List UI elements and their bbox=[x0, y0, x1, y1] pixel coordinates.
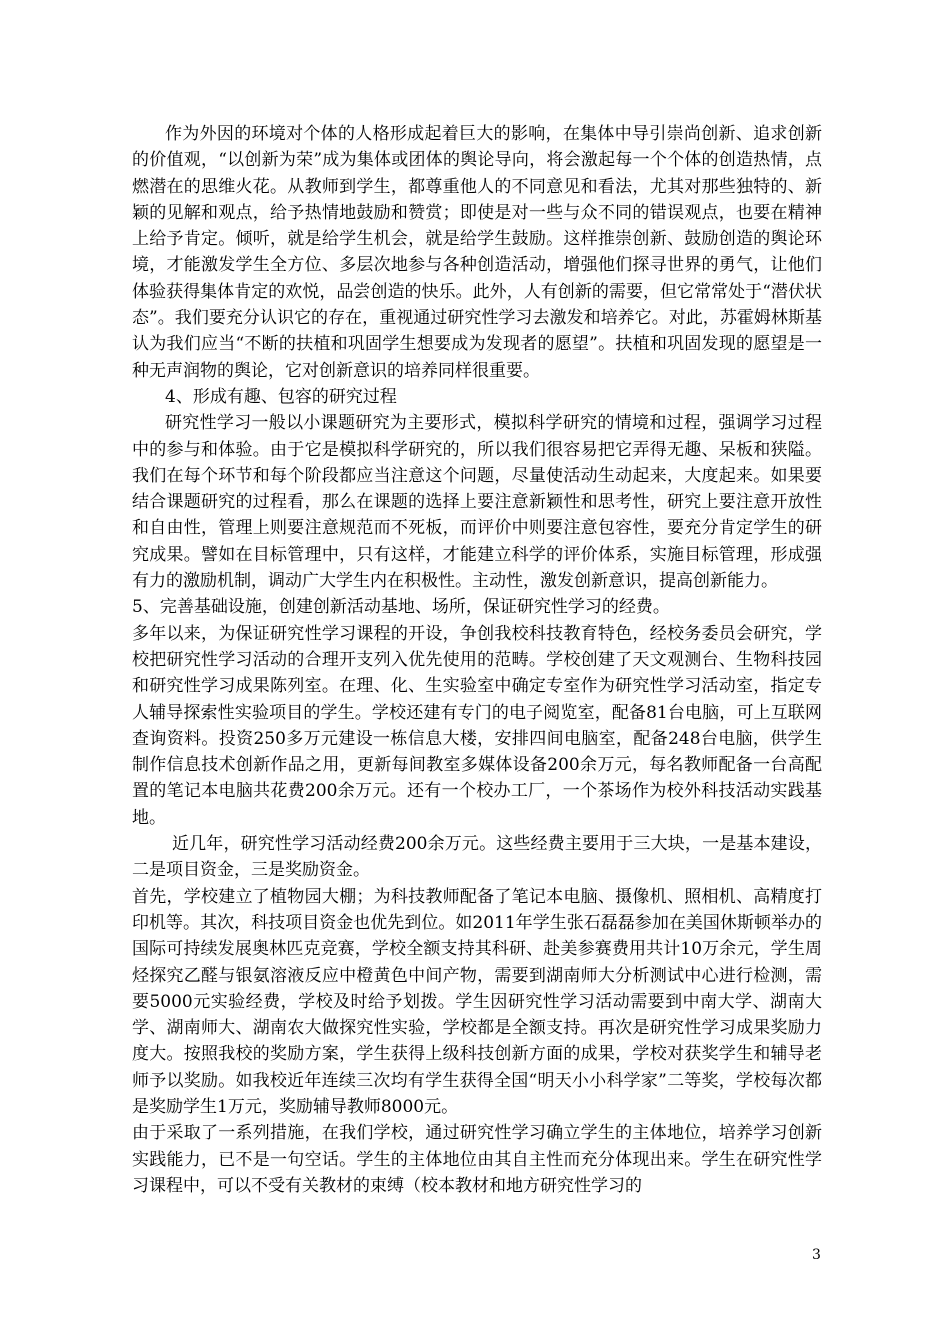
page-number: 3 bbox=[812, 1247, 821, 1263]
section-heading-infrastructure: 5、完善基础设施，创建创新活动基地、场所，保证研究性学习的经费。 bbox=[132, 597, 670, 618]
paragraph-student-subject-status: 由于采取了一系列措施，在我们学校，通过研究性学习确立学生的主体地位，培养学习创新实践能力，已不是一句空话。学生的主体地位由其自主性而充分体现出来。学生在研究性学习课程中，可以不受有关教材的束缚（校本教材和地方研究性学习的 bbox=[132, 1123, 822, 1196]
paragraph-facilities: 多年以来，为保证研究性学习课程的开设，争创我校科技教育特色，经校务委员会研究，学校把研究性学习活动的合理开支列入优先使用的范畴。学校创建了天文观测台、生物科技园和研究性学习成果陈列室。在理、化、生实验室中确定专室作为研究性学习活动室，指定专人辅导探索性实验项目的学生。学校还建有专门的电子阅览室，配备81台电脑，可上互联网查询资料。投资250多万元建设一栋信息大楼，安排四间电脑室，配备248台电脑，供学生制作信息技术创新作品之用，更新每间教室多媒体设备200余万元，每名教师配备一台高配置的笔记本电脑共花费200余万元。还有一个校办工厂，一个茶场作为校外科技活动实践基地。 bbox=[132, 623, 822, 828]
paragraph-environment-influence: 作为外因的环境对个体的人格形成起着巨大的影响，在集体中导引崇尚创新、追求创新的价值观，“以创新为荣”成为集体或团体的舆论导向，将会激起每一个个体的创造热情，点燃潜在的思维火花。从教师到学生，都尊重他人的不同意见和看法，尤其对那些独特的、新颖的见解和观点，给予热情地鼓励和赞赏；即使是对一些与众不同的错误观点，也要在精神上给予肯定。倾听，就是给学生机会，就是给学生鼓励。这样推崇创新、鼓励创造的舆论环境，才能激发学生全方位、多层次地参与各种创造活动，增强他们探寻世界的勇气，让他们体验获得集体肯定的欢悦，品尝创造的快乐。此外，人有创新的需要，但它常常处于“潜伏状态”。我们要充分认识它的存在，重视通过研究性学习去激发和培养它。对此，苏霍姆林斯基认为我们应当“不断的扶植和巩固学生想要成为发现者的愿望”。扶植和巩固发现的愿望是一种无声润物的舆论，它对创新意识的培养同样很重要。 bbox=[132, 124, 822, 381]
paragraph-funding-details: 首先，学校建立了植物园大棚；为科技教师配备了笔记本电脑、摄像机、照相机、高精度打印机等。其次，科技项目资金也优先到位。如2011年学生张石磊磊参加在美国休斯顿举办的国际可持续发展奥林匹克竞赛，学校全额支持其科研、赴美参赛费用共计10万余元，学生周烃探究乙醛与银氨溶液反应中橙黄色中间产物，需要到湖南师大分析测试中心进行检测，需要5000元实验经费，学校及时给予划拨。学生因研究性学习活动需要到中南大学、湖南大学、湖南师大、湖南农大做探究性实验，学校都是全额支持。再次是研究性学习成果奖励力度大。按照我校的奖励方案，学生获得上级科技创新方面的成果，学校对获奖学生和辅导老师予以奖励。如我校近年连续三次均有学生获得全国“明天小小科学家”二等奖，学校每次都是奖励学生1万元，奖励辅导教师8000元。 bbox=[132, 886, 822, 1117]
paragraph-research-process: 研究性学习一般以小课题研究为主要形式，模拟科学研究的情境和过程，强调学习过程中的参与和体验。由于它是模拟科学研究的，所以我们很容易把它弄得无趣、呆板和狭隘。我们在每个环节和每个阶段都应当注意这个问题，尽量使活动生动起来，大度起来。如果要结合课题研究的过程看，那么在课题的选择上要注意新颖性和思考性，研究上要注意开放性和自由性，管理上则要注意规范而不死板，而评价中则要注意包容性，要充分肯定学生的研究成果。譬如在目标管理中，只有这样，才能建立科学的评价体系，实施目标管理，形成强有力的激励机制，调动广大学生内在积极性。主动性，激发创新意识，提高创新能力。 bbox=[132, 413, 822, 592]
paragraph-funding-overview: 近几年，研究性学习活动经费200余万元。这些经费主要用于三大块，一是基本建设，二是项目资金，三是奖励资金。 bbox=[132, 834, 822, 881]
section-heading-research-process: 4、形成有趣、包容的研究过程 bbox=[165, 386, 397, 407]
document-body bbox=[132, 121, 822, 1199]
